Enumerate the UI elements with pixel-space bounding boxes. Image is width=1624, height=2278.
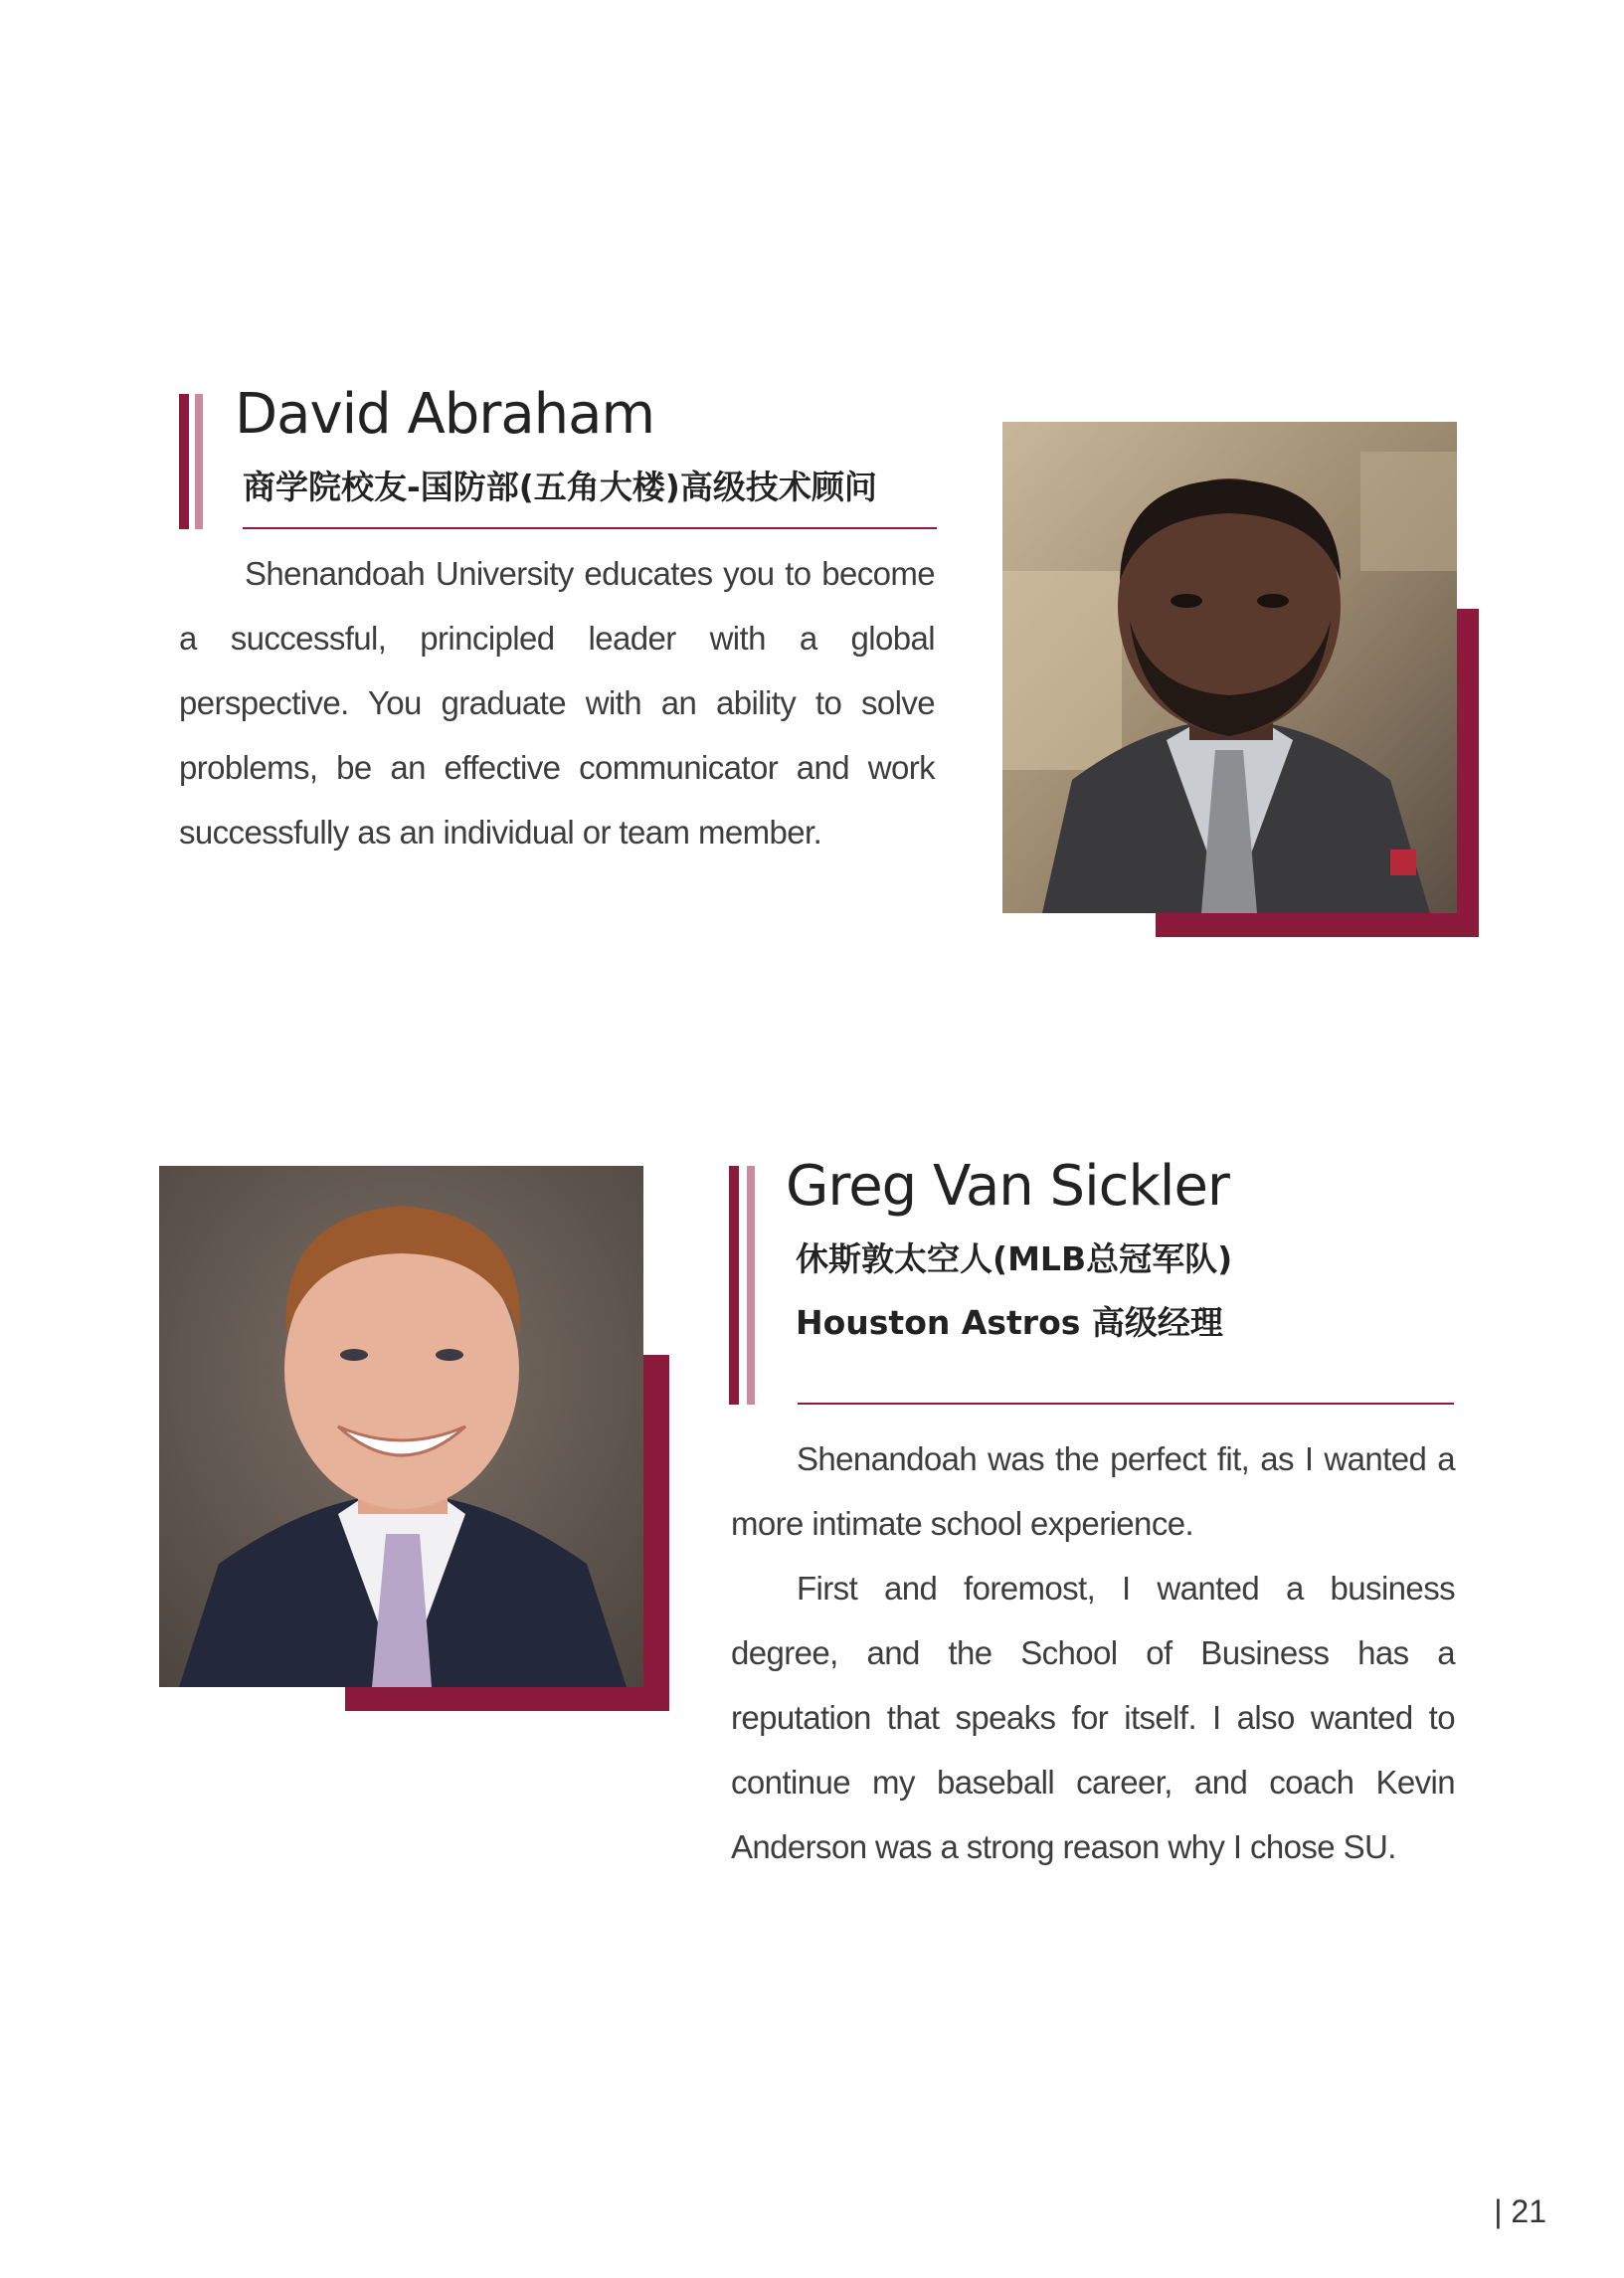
bio-paragraph: Shenandoah was the perfect fit, as I wanted a more intimate school experience. — [731, 1440, 1455, 1542]
page-number: | 21 — [1494, 2193, 1546, 2229]
accent-bar-dark — [729, 1166, 739, 1405]
profile-subtitle-line-1: 休斯敦太空人(MLB总冠军队) — [796, 1239, 1233, 1278]
accent-bar-light — [747, 1166, 755, 1405]
accent-bar-light — [195, 394, 203, 529]
portrait-photo-icon — [159, 1166, 643, 1687]
portrait-photo-icon — [1002, 422, 1457, 913]
bio-paragraph: Shenandoah University educates you to become a successful, principled leader with a global perspective. You graduate with an ability to solve problems, be an effective communicator and work successfully as an individual or team member. — [179, 555, 935, 851]
accent-bar-dark — [179, 394, 189, 529]
bio-paragraph: First and foremost, I wanted a business degree, and the School of Business has a reputation that speaks for itself. I also wanted to continue my baseball career, and coach Kevin Anderson was a strong reason why I chose SU. — [731, 1570, 1455, 1865]
profile-bio — [179, 541, 935, 864]
profile-subtitle: 商学院校友-国防部(五角大楼)高级技术顾问 — [243, 468, 877, 506]
profile-subtitle-line-2: Houston Astros 高级经理 — [796, 1303, 1223, 1342]
profile-bio — [731, 1426, 1455, 1879]
divider-rule — [243, 527, 937, 529]
profile-name: Greg Van Sickler — [786, 1154, 1229, 1219]
profile-name: David Abraham — [235, 382, 655, 447]
divider-rule — [798, 1403, 1454, 1405]
